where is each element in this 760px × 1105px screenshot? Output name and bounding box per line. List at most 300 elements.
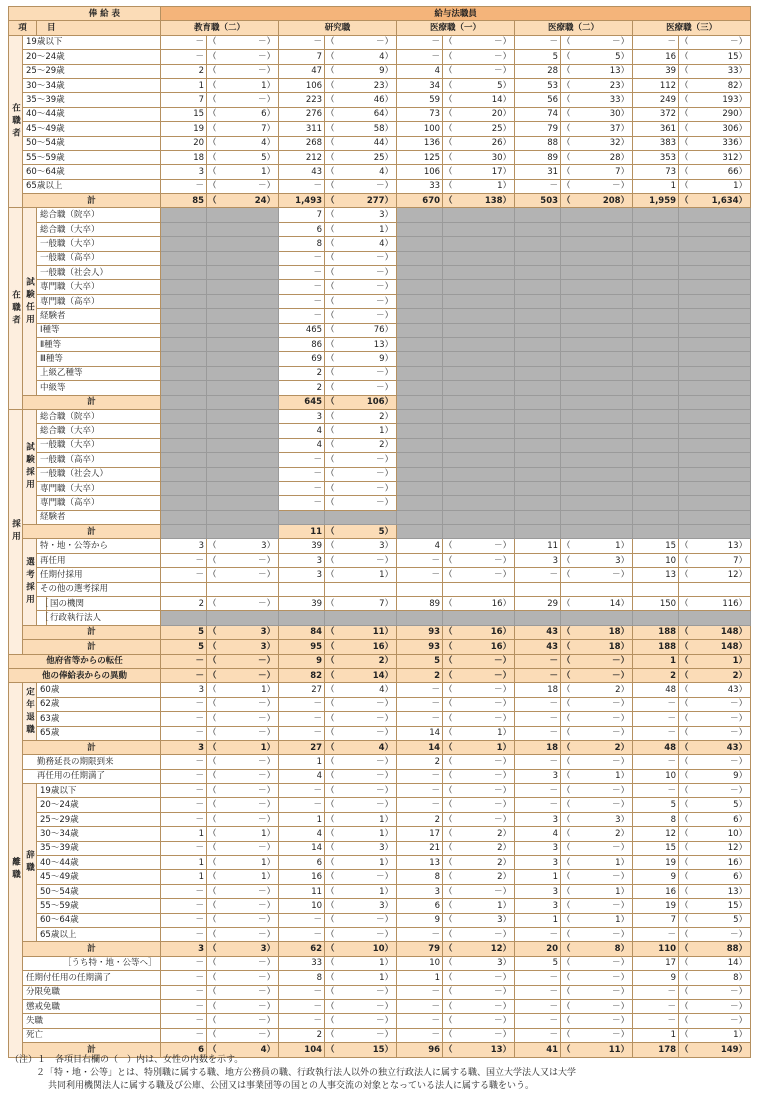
value-female: （ －） bbox=[207, 755, 279, 769]
value-total: 361 bbox=[633, 122, 679, 136]
table-row bbox=[9, 1014, 751, 1028]
table-row bbox=[9, 697, 751, 711]
value-female: （ －） bbox=[325, 913, 397, 927]
value-total: － bbox=[279, 179, 325, 193]
value-total: 1 bbox=[279, 812, 325, 826]
row-label: 計 bbox=[23, 525, 161, 539]
table-row bbox=[9, 266, 751, 280]
value-female: （ －） bbox=[679, 726, 751, 740]
gray-cell bbox=[161, 352, 207, 366]
value-female: （ 1） bbox=[679, 654, 751, 668]
value-female: （ －） bbox=[207, 654, 279, 668]
female-count: 2 bbox=[497, 872, 503, 883]
value-female: （ 16） bbox=[679, 856, 751, 870]
value-female: （ 12） bbox=[679, 841, 751, 855]
value-female: （ 3） bbox=[561, 553, 633, 567]
female-count: － bbox=[258, 699, 267, 710]
value-female: （ －） bbox=[207, 64, 279, 78]
value-female: （ －） bbox=[207, 668, 279, 682]
gray-cell bbox=[161, 309, 207, 323]
value-total: 16 bbox=[633, 50, 679, 64]
value-total: 9 bbox=[397, 913, 443, 927]
female-count: － bbox=[376, 785, 385, 796]
female-count: － bbox=[376, 929, 385, 940]
value-female: （ 5） bbox=[679, 798, 751, 812]
gray-cell bbox=[561, 467, 633, 481]
female-count: － bbox=[730, 1001, 739, 1012]
row-label: 65歳以上 bbox=[37, 928, 161, 942]
female-count: 6 bbox=[733, 814, 739, 825]
value-female: （ －） bbox=[325, 453, 397, 467]
value-female: （ 4） bbox=[325, 50, 397, 64]
gray-cell bbox=[515, 237, 561, 251]
value-total: － bbox=[515, 999, 561, 1013]
gray-cell bbox=[633, 438, 679, 452]
gray-cell bbox=[679, 424, 751, 438]
female-count: 2 bbox=[497, 857, 503, 868]
female-count: － bbox=[258, 958, 267, 969]
table-row-total bbox=[9, 625, 751, 639]
gray-cell bbox=[561, 323, 633, 337]
row-label: Ⅱ種等 bbox=[37, 337, 161, 351]
gray-cell bbox=[515, 323, 561, 337]
value-female: （ 5） bbox=[325, 525, 397, 539]
value-total: － bbox=[161, 899, 207, 913]
value-total: － bbox=[515, 668, 561, 682]
value-female: （ 2） bbox=[325, 438, 397, 452]
female-count: － bbox=[376, 382, 385, 393]
table-row bbox=[9, 884, 751, 898]
gray-cell bbox=[443, 208, 515, 222]
value-female: （ 7） bbox=[207, 122, 279, 136]
value-female: （ 13） bbox=[561, 64, 633, 78]
gray-cell bbox=[679, 337, 751, 351]
gray-cell bbox=[561, 294, 633, 308]
gray-cell bbox=[443, 294, 515, 308]
female-count: 15 bbox=[727, 900, 739, 911]
female-count: － bbox=[258, 728, 267, 739]
value-female: （ －） bbox=[325, 726, 397, 740]
table-row bbox=[9, 539, 751, 553]
gray-cell bbox=[515, 251, 561, 265]
value-total: 19 bbox=[633, 899, 679, 913]
female-count: － bbox=[376, 915, 385, 926]
gray-cell bbox=[161, 222, 207, 236]
table-row-total bbox=[9, 942, 751, 956]
value-total: 47 bbox=[279, 64, 325, 78]
female-count: － bbox=[494, 555, 503, 566]
value-total: 1 bbox=[161, 78, 207, 92]
value-total: － bbox=[515, 1028, 561, 1042]
gray-cell bbox=[515, 266, 561, 280]
female-count: 148 bbox=[720, 627, 739, 638]
value-total: 96 bbox=[397, 1043, 443, 1057]
value-total: 3 bbox=[161, 740, 207, 754]
gray-cell bbox=[443, 309, 515, 323]
female-count: 3 bbox=[260, 641, 267, 652]
value-total: － bbox=[397, 769, 443, 783]
gray-cell bbox=[679, 510, 751, 524]
female-count: 13 bbox=[609, 66, 621, 77]
value-female: （ 4） bbox=[325, 165, 397, 179]
row-label: 計 bbox=[23, 625, 161, 639]
row-label: 他府省等からの転任 bbox=[9, 654, 161, 668]
female-count: 2 bbox=[379, 411, 385, 422]
gray-cell bbox=[515, 381, 561, 395]
value-female: （ －） bbox=[325, 985, 397, 999]
table-row-total bbox=[9, 395, 751, 409]
gray-cell bbox=[679, 481, 751, 495]
value-total: 3 bbox=[161, 683, 207, 697]
female-count: 1 bbox=[496, 742, 503, 753]
female-count: － bbox=[376, 757, 385, 767]
value-female: （ 64） bbox=[325, 107, 397, 121]
value-female: （ －） bbox=[207, 899, 279, 913]
table-row-sainin bbox=[9, 769, 751, 783]
value-female: （ －） bbox=[325, 251, 397, 265]
value-female: （ 33） bbox=[679, 64, 751, 78]
female-count: 1 bbox=[260, 742, 267, 753]
row-label: 専門職（高卒） bbox=[37, 496, 161, 510]
female-count: 2 bbox=[614, 742, 621, 753]
value-female: （ －） bbox=[325, 697, 397, 711]
female-count: － bbox=[376, 454, 385, 465]
value-total: 2 bbox=[161, 64, 207, 78]
value-total: 85 bbox=[161, 194, 207, 208]
table-row bbox=[9, 812, 751, 826]
female-count: － bbox=[376, 181, 385, 192]
value-total: 34 bbox=[397, 78, 443, 92]
female-count: － bbox=[494, 1001, 503, 1012]
value-female: （ 1） bbox=[443, 740, 515, 754]
bracket: ［ bbox=[37, 597, 47, 611]
value-total: － bbox=[279, 1014, 325, 1028]
value-female: （ 1） bbox=[561, 884, 633, 898]
value-female: （ 3） bbox=[207, 625, 279, 639]
value-total: 17 bbox=[397, 827, 443, 841]
female-count: 3 bbox=[379, 541, 385, 552]
value-female: （ －） bbox=[561, 784, 633, 798]
female-count: 16 bbox=[490, 627, 503, 638]
value-female: （ 4） bbox=[325, 740, 397, 754]
value-female: （ －） bbox=[679, 755, 751, 769]
table-row bbox=[9, 251, 751, 265]
value-female: （ －） bbox=[325, 1028, 397, 1042]
gray-cell bbox=[443, 323, 515, 337]
value-total: － bbox=[279, 784, 325, 798]
gray-cell bbox=[207, 237, 279, 251]
gray-cell bbox=[397, 337, 443, 351]
value-total: 188 bbox=[633, 640, 679, 654]
value-total: － bbox=[279, 928, 325, 942]
value-female: （ －） bbox=[207, 784, 279, 798]
value-total: 27 bbox=[279, 683, 325, 697]
value-total: 7 bbox=[279, 208, 325, 222]
female-count: 11 bbox=[608, 1044, 621, 1055]
value-total: 20 bbox=[161, 136, 207, 150]
group-header: 給与法職員 bbox=[161, 7, 751, 21]
female-count: － bbox=[612, 1030, 621, 1041]
female-count: 3 bbox=[615, 555, 621, 566]
row-label: その他の選考採用 bbox=[37, 582, 161, 596]
value-female: （ －） bbox=[561, 870, 633, 884]
gray-cell bbox=[561, 381, 633, 395]
value-female: （ －） bbox=[325, 481, 397, 495]
value-female: （ －） bbox=[443, 35, 515, 49]
row-label: 45～49歳 bbox=[23, 122, 161, 136]
table-row bbox=[9, 798, 751, 812]
column-header: 教育職（二） bbox=[161, 21, 279, 35]
gray-cell bbox=[161, 381, 207, 395]
table-row bbox=[9, 179, 751, 193]
female-count: 18 bbox=[608, 641, 621, 652]
gray-cell bbox=[515, 280, 561, 294]
female-count: － bbox=[494, 800, 503, 811]
value-female: （ 306） bbox=[679, 122, 751, 136]
value-female: （ 3） bbox=[325, 841, 397, 855]
gray-cell bbox=[679, 294, 751, 308]
value-total: － bbox=[397, 985, 443, 999]
gray-cell bbox=[515, 496, 561, 510]
value-total: 2 bbox=[279, 366, 325, 380]
gray-cell bbox=[561, 266, 633, 280]
gray-cell bbox=[679, 438, 751, 452]
gray-cell bbox=[207, 381, 279, 395]
value-total: 3 bbox=[161, 539, 207, 553]
row-label: ［うち特・地・公等へ］ bbox=[23, 956, 161, 970]
gray-cell bbox=[207, 481, 279, 495]
value-total: 3 bbox=[279, 568, 325, 582]
value-female: （ 1） bbox=[679, 1028, 751, 1042]
value-female: （ －） bbox=[325, 294, 397, 308]
female-count: 4 bbox=[260, 1044, 267, 1055]
value-female: （ 1,634） bbox=[679, 194, 751, 208]
value-total: 9 bbox=[633, 971, 679, 985]
female-count: 1 bbox=[379, 224, 385, 235]
value-total: 14 bbox=[397, 740, 443, 754]
value-female: （ －） bbox=[443, 999, 515, 1013]
value-female: （ －） bbox=[443, 1014, 515, 1028]
female-count: 13 bbox=[727, 886, 739, 897]
value-female: （ 4） bbox=[325, 683, 397, 697]
female-count: － bbox=[258, 900, 267, 911]
gray-cell bbox=[633, 323, 679, 337]
row-label: 行政執行法人 bbox=[47, 611, 161, 625]
value-total: － bbox=[397, 697, 443, 711]
value-total: 3 bbox=[397, 884, 443, 898]
value-total: － bbox=[515, 712, 561, 726]
value-total: － bbox=[161, 654, 207, 668]
value-female: （ －） bbox=[561, 841, 633, 855]
value-total: 4 bbox=[515, 827, 561, 841]
value-female: （ 1） bbox=[443, 899, 515, 913]
value-total: 223 bbox=[279, 93, 325, 107]
female-count: － bbox=[258, 1001, 267, 1012]
value-female: （ 14） bbox=[561, 597, 633, 611]
female-count: 17 bbox=[491, 166, 503, 177]
gray-cell bbox=[561, 453, 633, 467]
value-total: 1 bbox=[279, 755, 325, 769]
value-total: 31 bbox=[515, 165, 561, 179]
value-female: （ －） bbox=[325, 309, 397, 323]
gray-cell bbox=[207, 280, 279, 294]
female-count: 8 bbox=[733, 972, 739, 983]
value-female: （ 23） bbox=[325, 78, 397, 92]
table-row bbox=[9, 64, 751, 78]
gray-cell bbox=[633, 352, 679, 366]
gray-cell bbox=[633, 510, 679, 524]
value-total: 10 bbox=[633, 553, 679, 567]
value-female: （ 76） bbox=[325, 323, 397, 337]
female-count: 1 bbox=[379, 886, 385, 897]
table-row-uchi bbox=[9, 956, 751, 970]
value-female: （ 13） bbox=[679, 884, 751, 898]
female-count: 1 bbox=[379, 857, 385, 868]
female-count: 5 bbox=[378, 526, 385, 537]
row-label: 19歳以下 bbox=[23, 35, 161, 49]
female-count: － bbox=[612, 987, 621, 998]
value-total: － bbox=[515, 798, 561, 812]
gray-cell bbox=[397, 294, 443, 308]
value-female: （ －） bbox=[561, 712, 633, 726]
value-female: （ 6） bbox=[207, 107, 279, 121]
gray-cell bbox=[207, 208, 279, 222]
gray-cell bbox=[561, 352, 633, 366]
value-total: 4 bbox=[279, 827, 325, 841]
value-female: （ 2） bbox=[443, 841, 515, 855]
female-count: 18 bbox=[608, 627, 621, 638]
value-total: 104 bbox=[279, 1043, 325, 1057]
value-total: － bbox=[633, 697, 679, 711]
header-row-2 bbox=[9, 21, 751, 35]
gray-cell bbox=[561, 366, 633, 380]
value-total: 1 bbox=[161, 856, 207, 870]
value-total: 1 bbox=[633, 1028, 679, 1042]
value-total: 39 bbox=[633, 64, 679, 78]
female-count: 44 bbox=[373, 138, 385, 149]
female-count: － bbox=[258, 51, 267, 62]
footnotes bbox=[10, 1054, 755, 1093]
female-count: 3 bbox=[260, 944, 267, 955]
row-label: Ⅰ種等 bbox=[37, 323, 161, 337]
row-label: 分限免職 bbox=[23, 985, 161, 999]
gray-cell bbox=[161, 525, 207, 539]
female-count: 2 bbox=[497, 843, 503, 854]
female-count: － bbox=[612, 843, 621, 854]
value-total: 13 bbox=[633, 568, 679, 582]
value-female: （ －） bbox=[561, 1028, 633, 1042]
value-female: （ 208） bbox=[561, 194, 633, 208]
value-female: （ 8） bbox=[679, 971, 751, 985]
value-total: 1 bbox=[515, 870, 561, 884]
gray-cell bbox=[397, 453, 443, 467]
table-row bbox=[9, 784, 751, 798]
row-label: 計 bbox=[23, 194, 161, 208]
value-total: － bbox=[161, 35, 207, 49]
female-count: － bbox=[376, 872, 385, 883]
value-female: （ 88） bbox=[679, 942, 751, 956]
value-total: 39 bbox=[279, 597, 325, 611]
value-female: （ －） bbox=[325, 366, 397, 380]
female-count: 2 bbox=[615, 828, 621, 839]
gray-cell bbox=[161, 237, 207, 251]
category-label: 採用 bbox=[9, 409, 23, 654]
female-count: 12 bbox=[490, 944, 503, 955]
value-female: （ －） bbox=[561, 971, 633, 985]
value-female: （ 30） bbox=[561, 107, 633, 121]
value-total: 4 bbox=[279, 438, 325, 452]
value-total: － bbox=[515, 1014, 561, 1028]
gray-cell bbox=[207, 611, 279, 625]
gray-cell bbox=[161, 266, 207, 280]
value-total: 27 bbox=[279, 740, 325, 754]
female-count: 25 bbox=[373, 152, 385, 163]
value-total: 311 bbox=[279, 122, 325, 136]
value-total: 43 bbox=[515, 625, 561, 639]
row-label: Ⅲ種等 bbox=[37, 352, 161, 366]
category-label: 在職者 bbox=[9, 208, 23, 409]
value-total: － bbox=[279, 985, 325, 999]
gray-cell bbox=[679, 237, 751, 251]
value-female: （ －） bbox=[679, 784, 751, 798]
category-label: 試験採用 bbox=[23, 409, 37, 524]
value-female: （ －） bbox=[207, 93, 279, 107]
row-label: 計 bbox=[23, 395, 161, 409]
gray-cell bbox=[633, 453, 679, 467]
female-count: 4 bbox=[261, 138, 267, 149]
table-row bbox=[9, 237, 751, 251]
gray-cell bbox=[679, 467, 751, 481]
value-total: 125 bbox=[397, 150, 443, 164]
value-total: 18 bbox=[515, 683, 561, 697]
value-total: － bbox=[633, 928, 679, 942]
gray-cell bbox=[161, 251, 207, 265]
value-total: 268 bbox=[279, 136, 325, 150]
gray-cell bbox=[207, 352, 279, 366]
value-total: － bbox=[161, 568, 207, 582]
value-total: 5 bbox=[633, 798, 679, 812]
empty-cell bbox=[679, 582, 751, 596]
value-total: 2 bbox=[397, 755, 443, 769]
table-row-total bbox=[9, 194, 751, 208]
gray-cell bbox=[561, 611, 633, 625]
value-total: 73 bbox=[397, 107, 443, 121]
row-label: 他の俸給表からの異動 bbox=[9, 668, 161, 682]
table-row bbox=[9, 712, 751, 726]
female-count: － bbox=[494, 785, 503, 796]
gray-cell bbox=[161, 424, 207, 438]
column-header: 研究職 bbox=[279, 21, 397, 35]
value-total: 9 bbox=[279, 654, 325, 668]
value-female: （ －） bbox=[561, 1014, 633, 1028]
female-count: 6 bbox=[261, 109, 267, 120]
female-count: 3 bbox=[497, 958, 503, 969]
value-female: （ －） bbox=[561, 654, 633, 668]
row-label: 任期付任用の任期満了 bbox=[23, 971, 161, 985]
value-total: － bbox=[397, 798, 443, 812]
female-count: 2 bbox=[615, 685, 621, 696]
value-female: （ －） bbox=[561, 568, 633, 582]
female-count: － bbox=[376, 699, 385, 710]
value-total: 11 bbox=[515, 539, 561, 553]
female-count: 32 bbox=[609, 138, 621, 149]
gray-cell bbox=[633, 366, 679, 380]
female-count: 290 bbox=[722, 109, 739, 120]
value-female: （ 5） bbox=[679, 913, 751, 927]
female-count: － bbox=[258, 555, 267, 566]
female-count: － bbox=[612, 569, 621, 580]
value-female: （ －） bbox=[443, 64, 515, 78]
